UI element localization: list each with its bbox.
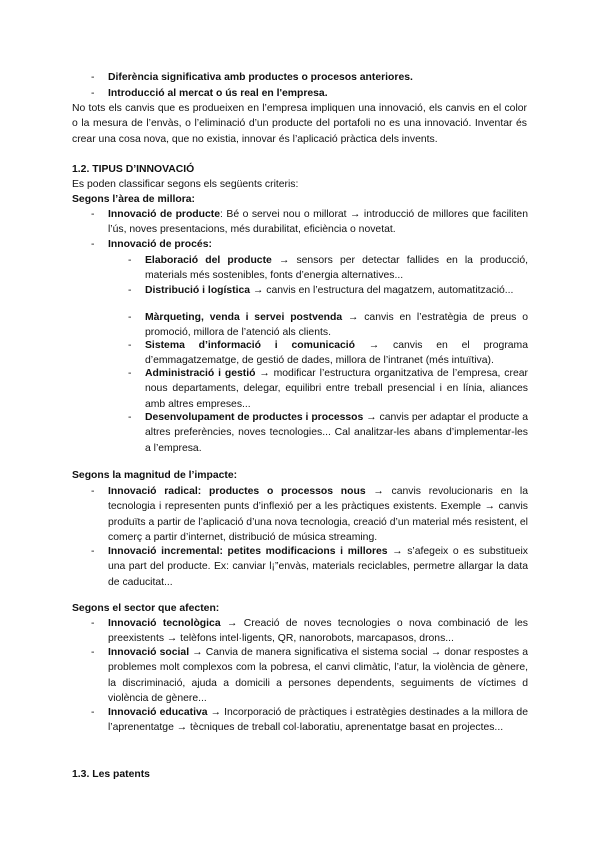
sector-heading: Segons el sector que afecten: [72,603,220,614]
innovacio-incremental-item: Innovació incremental: petites modificacions i millores → s’afegeix o es substitueix una part del producte. Ex: canviar l¡”envàs, materials reciclables, permetre allargar la data de caducitat... [108,546,528,588]
bullet-dash: - [91,209,95,220]
sub-item-distribucio: Distribució i logística → canvis en l’estructura del magatzem, automatització... [145,285,514,296]
innovacio-producte-item: Innovació de producte: Bé o servei nou o millorat → introducció de millores que faciliten l’ús, noves presentacions, més durabilitat, eficiència o novetat. [108,209,528,236]
bullet-dash: - [91,707,95,718]
bullet-dash: - [91,239,95,250]
bullet-dash: - [91,618,95,629]
section-1-2-heading: 1.2. TIPUS D’INNOVACIÓ [72,164,195,175]
innovacio-tecnologica-item: Innovació tecnològica → Creació de noves tecnologies o nova combinació de les preexistents → telèfons intel·ligents, QR, nanorobots, marcapasos, drons... [108,618,529,645]
sub-bullet-dash: - [128,255,132,266]
area-heading: Segons l’àrea de millora: [72,194,195,205]
sub-bullet-dash: - [128,368,132,379]
bullet-dash: - [91,546,95,557]
section-1-2-lead: Es poden classificar segons els següents criteris: [72,179,299,190]
sub-item-marqueting: Màrqueting, venda i servei postvenda → canvis en l’estratègia de preus o promoció, millora de l’atenció als clients. [145,312,528,339]
sub-item-sistema: Sistema d’informació i comunicació → canvis en el programa d’emmagatzematge, de gestió de dades, millora de l’intranet (més intuïtiva). [145,340,528,367]
bullet-dash: - [91,88,95,99]
magnitud-heading: Segons la magnitud de l’impacte: [72,470,238,481]
innovacio-educativa-item: Innovació educativa → Incorporació de pràctiques i estratègies destinades a la millora de l’aprenentatge → tècniques de treball col·laboratiu, aprenentatge basat en projectes... [108,707,528,734]
bullet-dash: - [91,647,95,658]
intro-bullet-1: Diferència significativa amb productes o procesos anteriores. [108,72,413,83]
intro-bullet-2: Introducció al mercat o ús real en l'empresa. [108,88,328,99]
sub-bullet-dash: - [128,285,132,296]
sub-bullet-dash: - [128,340,132,351]
innovacio-proces-item: Innovació de procés: [108,239,212,250]
innovacio-radical-item: Innovació radical: productes o processos nous → canvis revolucionaris en la tecnologia i representen punts d’inflexió per a les pràctiques existents. Exemple → canvis produïts a partir de l’aplicació d’una nova tecnologia, creació d’un material més resistent, el comerç a partir d’internet, distribució de música streaming. [108,486,528,543]
sub-bullet-dash: - [128,412,132,423]
bullet-dash: - [91,486,95,497]
innovacio-social-item: Innovació social → Canvia de manera significativa el sistema social → donar respostes a problemes molt complexos com la pobresa, el canvi climàtic, l’atur, la violència de gènere, la discriminació, ajuda a domicili a persones dependents, seguiments de víctimes d violència de gènere... [108,647,528,704]
sub-bullet-dash: - [128,312,132,323]
section-1-3-heading: 1.3. Les patents [72,769,150,780]
sub-item-administracio: Administració i gestió → modificar l’estructura organitzativa de l’empresa, crear nous departaments, delegar, equilibri entre treball presencial i en línia, aliances amb altres empreses... [145,368,528,410]
sub-item-elaboracio: Elaboració del producte → sensors per detectar fallides en la producció, materials més sostenibles, fonts d’energia alternatives... [145,255,528,282]
sub-item-desenvolupament: Desenvolupament de productes i processos → canvis per adaptar el producte a altres preferències, noves tecnologies... Cal analitzar-les abans d’implementar-les a l’empresa. [145,412,528,454]
bullet-dash: - [91,72,95,83]
intro-paragraph: No tots els canvis que es produeixen en l’empresa impliquen una innovació, els canvis en el color o la mesura de l’envàs, o l’eliminació d’un producte del portafoli no es una innovació. Inventar és crear una cosa nova, que no existia, innovar és l’aplicació pràctica dels invents. [72,103,527,145]
